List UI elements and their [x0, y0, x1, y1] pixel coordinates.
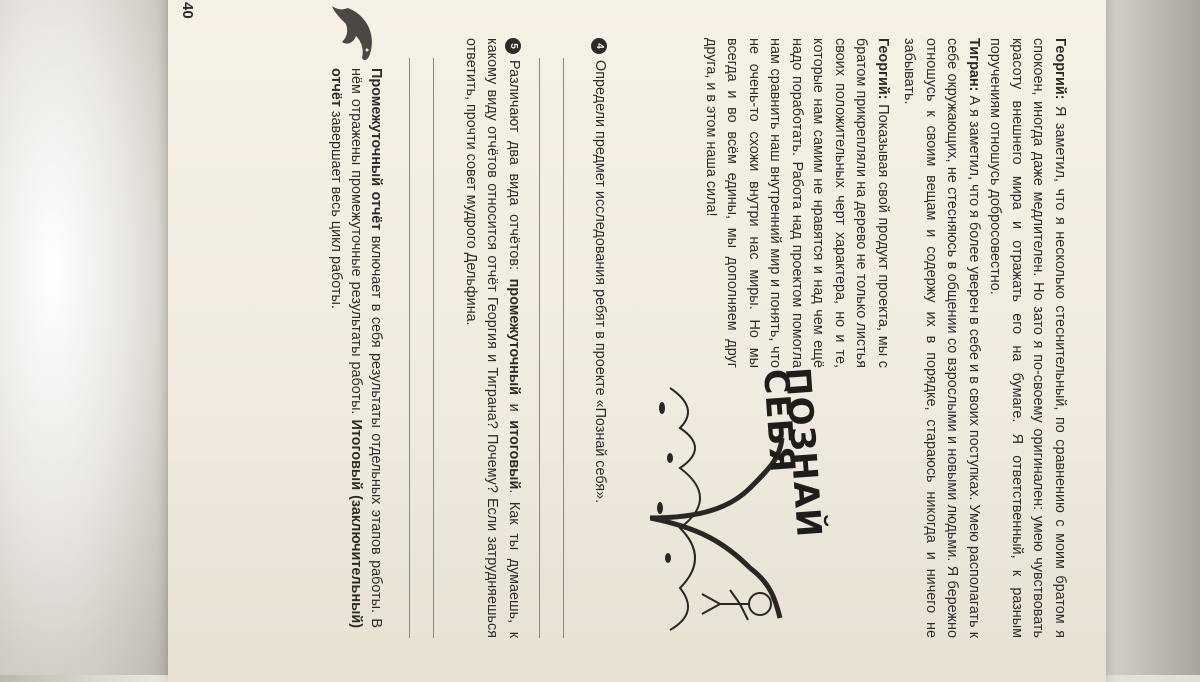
- dialogue-text: А я заметил, что я более уверен в себе и в своих поступках. Умею располагать к себе окружающих, не стесняюсь в общении со взрослыми и новыми людьми. Я бережно отношусь к своим вещам и содержу их в порядке, стараюсь никогда и ничего не забывать.: [901, 38, 982, 638]
- advice-term-2: Итоговый (заключительный) отчёт: [328, 68, 364, 628]
- term-intermediate: промежуточный: [506, 278, 522, 396]
- task-number-badge: 4: [591, 38, 607, 54]
- dialogue-text: Я заметил, что я несколько стеснительный, по сравнению с моим братом я спокоен, иногда даже медлителен. Но зато я по-своему оригинален: умею чувствовать красоту внешнего мира и отражать его на бумаге. Я ответственный, к разным поручениям отношусь добросовестно.: [987, 38, 1068, 638]
- task-4: [589, 38, 611, 638]
- dialogue-paragraph-2: [898, 38, 984, 638]
- dolphin-advice: [326, 68, 386, 628]
- dialogue-paragraph-1: [984, 38, 1070, 638]
- task-number-badge: 5: [505, 38, 521, 54]
- dialogue-text: Показывая свой продукт проекта, мы с братом прикрепляли на дерево не только листья своих положительных черт характера, но и те, которые нам самим не нравятся и над чем ещё надо поработать. Работа над проектом помогла нам сравнить наш внутренний мир и понять, что не очень-то схожи внутри нас миры. Но мы всегда и во всём едины, мы дополняем друг друга, и в этом наша сила!: [703, 38, 891, 368]
- answer-line[interactable]: [563, 58, 564, 638]
- advice-text: включает в себя результаты отдельных этапов работы. В нём отражены промежуточные результаты работы.: [348, 68, 384, 628]
- task-4-text: Определи предмет исследования ребят в проекте «Познай себя».: [592, 60, 608, 504]
- workbook-page: [168, 0, 1106, 682]
- task-5-text: Различают два вида отчётов:: [506, 60, 522, 279]
- task-5: [460, 38, 525, 638]
- artwork-caption: ПОЗНАЙ СЕБЯ: [755, 366, 829, 540]
- task-5-text: и: [506, 395, 522, 421]
- speaker-name: Георгий:: [875, 38, 891, 100]
- book-cover-edge: [1090, 0, 1200, 675]
- poznai-sebya-artwork: [650, 366, 829, 638]
- answer-line[interactable]: [433, 58, 434, 638]
- table-surface: [0, 0, 175, 675]
- advice-text: завершает весь цикл работы.: [328, 106, 344, 309]
- answer-line[interactable]: [409, 58, 410, 638]
- page-number: 40: [179, 2, 196, 19]
- answer-line[interactable]: [539, 58, 540, 638]
- dialogue-block: [898, 38, 1070, 638]
- task-5-text: . Как ты думаешь, к какому виду отчётов относится отчёт Георгия и Тиграна? Почему? Если затрудняешься ответить, прочти совет мудрого Дельфина.: [463, 38, 522, 638]
- dialogue-paragraph-3: [700, 38, 894, 368]
- speaker-name: Тигран:: [966, 38, 982, 92]
- term-final: итоговый: [506, 420, 522, 490]
- advice-term-1: Промежуточный отчёт: [368, 68, 384, 231]
- page-content-rotated: [168, 0, 1088, 673]
- dolphin-icon: [324, 2, 388, 66]
- dialogue-block-narrow: [700, 38, 894, 368]
- speaker-name: Георгий:: [1052, 38, 1068, 100]
